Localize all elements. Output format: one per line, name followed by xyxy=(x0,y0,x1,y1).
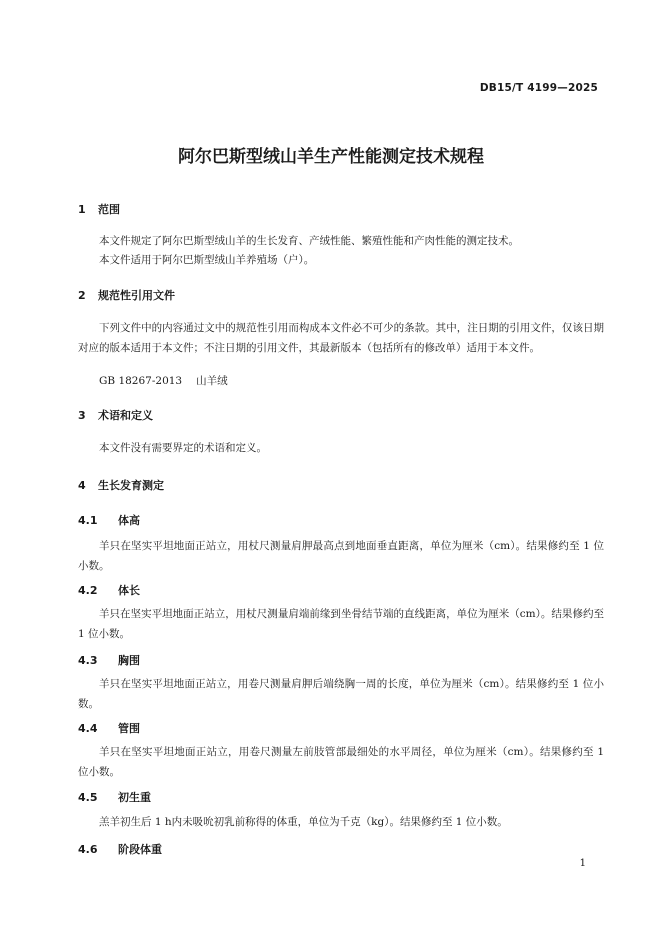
subsection-title: 初生重 xyxy=(118,791,151,804)
section-number: 4 xyxy=(78,479,86,492)
document-number: DB15/T 4199—2025 xyxy=(479,82,598,94)
subsection-number: 4.4 xyxy=(78,722,98,735)
normative-reference xyxy=(99,373,228,388)
section-3-paragraph-1: 本文件没有需要界定的术语和定义。 xyxy=(99,442,267,454)
subsection-4-5-text: 羔羊初生后 1 h内未吸吮初乳前称得的体重，单位为千克（kg）。结果修约至 1 位小数。 xyxy=(99,816,508,828)
subsection-number: 4.1 xyxy=(78,514,98,527)
subsection-4-6-heading xyxy=(78,841,162,857)
section-title: 术语和定义 xyxy=(98,409,153,422)
section-2-paragraph-1: 下列文件中的内容通过文中的规范性引用而构成本文件必不可少的条款。其中，注日期的引用文件，仅该日期对应的版本适用于本文件；不注日期的引用文件，其最新版本（包括所有的修改单）适用于本文件。 xyxy=(78,322,604,354)
page-number: 1 xyxy=(579,858,586,869)
section-title: 生长发育测定 xyxy=(98,479,164,492)
subsection-4-1-heading xyxy=(78,512,140,528)
subsection-title: 管围 xyxy=(118,722,140,735)
subsection-4-3-heading xyxy=(78,652,140,668)
subsection-number: 4.6 xyxy=(78,843,98,856)
section-number: 2 xyxy=(78,289,86,302)
section-1-paragraph-2: 本文件适用于阿尔巴斯型绒山羊养殖场（户）。 xyxy=(99,254,315,266)
subsection-4-2-text: 羊只在坚实平坦地面正站立，用杖尺测量肩端前缘到坐骨结节端的直线距离，单位为厘米（cm）。结果修约至 1 位小数。 xyxy=(78,608,604,640)
section-1-heading xyxy=(78,201,120,217)
subsection-number: 4.3 xyxy=(78,654,98,667)
subsection-title: 胸围 xyxy=(118,654,140,667)
section-number: 3 xyxy=(78,409,86,422)
subsection-4-1-text: 羊只在坚实平坦地面正站立，用杖尺测量肩胛最高点到地面垂直距离，单位为厘米（cm）。结果修约至 1 位小数。 xyxy=(78,540,604,572)
section-title: 范围 xyxy=(98,203,120,216)
reference-code: GB 18267-2013 xyxy=(99,375,183,387)
subsection-4-2-heading xyxy=(78,582,140,598)
section-1-paragraph-1: 本文件规定了阿尔巴斯型绒山羊的生长发育、产绒性能、繁殖性能和产肉性能的测定技术。 xyxy=(99,235,519,247)
subsection-4-4-text: 羊只在坚实平坦地面正站立，用卷尺测量左前肢管部最细处的水平周径，单位为厘米（cm）。结果修约至 1 位小数。 xyxy=(78,746,604,778)
subsection-number: 4.5 xyxy=(78,791,98,804)
subsection-number: 4.2 xyxy=(78,584,98,597)
section-title: 规范性引用文件 xyxy=(98,289,175,302)
subsection-4-3-text: 羊只在坚实平坦地面正站立，用卷尺测量肩胛后端绕胸一周的长度，单位为厘米（cm）。结果修约至 1 位小数。 xyxy=(78,678,604,710)
document-title: 阿尔巴斯型绒山羊生产性能测定技术规程 xyxy=(178,147,484,167)
section-4-heading xyxy=(78,477,164,493)
reference-title: 山羊绒 xyxy=(196,375,228,387)
section-number: 1 xyxy=(78,203,86,216)
subsection-4-4-heading xyxy=(78,720,140,736)
subsection-4-5-heading xyxy=(78,789,151,805)
subsection-title: 体长 xyxy=(118,584,140,597)
section-3-heading xyxy=(78,407,153,423)
subsection-title: 体高 xyxy=(118,514,140,527)
section-2-heading xyxy=(78,287,175,303)
subsection-title: 阶段体重 xyxy=(118,843,162,856)
